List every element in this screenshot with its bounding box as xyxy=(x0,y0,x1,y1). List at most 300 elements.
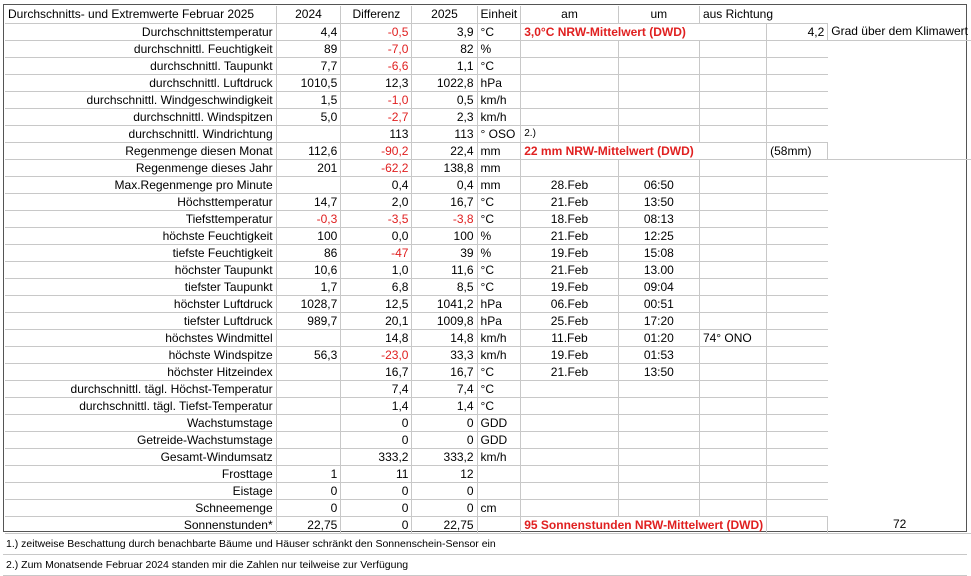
value-richtung: (58mm) xyxy=(767,142,828,159)
value-2025: 0 xyxy=(412,499,477,516)
value-2025: 33,3 xyxy=(412,346,477,363)
value-um: 01:20 xyxy=(618,329,699,346)
empty-cell xyxy=(767,57,828,74)
value-2025: 14,8 xyxy=(412,329,477,346)
value-richtung xyxy=(699,448,766,465)
empty-cell xyxy=(767,346,828,363)
row-label: Frosttage xyxy=(5,465,276,482)
table-row xyxy=(5,261,971,278)
value-unit: mm xyxy=(477,142,521,159)
value-um xyxy=(618,397,699,414)
value-differenz: 7,4 xyxy=(341,380,412,397)
value-2025: 82 xyxy=(412,40,477,57)
value-um: 06:50 xyxy=(618,176,699,193)
value-2024: 10,6 xyxy=(276,261,341,278)
value-2025: 100 xyxy=(412,227,477,244)
row-label: Eistage xyxy=(5,482,276,499)
value-2024: 1 xyxy=(276,465,341,482)
row-label: Schneemenge xyxy=(5,499,276,516)
value-unit: °C xyxy=(477,210,521,227)
value-differenz: -6,6 xyxy=(341,57,412,74)
empty-cell xyxy=(767,91,828,108)
col-header-um: um xyxy=(618,6,699,23)
row-label: tiefster Luftdruck xyxy=(5,312,276,329)
value-um: 13:50 xyxy=(618,363,699,380)
value-unit: km/h xyxy=(477,91,521,108)
value-2025: -3,8 xyxy=(412,210,477,227)
empty-cell xyxy=(767,431,828,448)
weather-stats-table xyxy=(5,6,971,534)
row-label: tiefste Feuchtigkeit xyxy=(5,244,276,261)
value-differenz: 16,7 xyxy=(341,363,412,380)
nrw-reference-note: 3,0°C NRW-Mittelwert (DWD) xyxy=(521,23,767,40)
table-row xyxy=(5,431,971,448)
value-am xyxy=(521,91,618,108)
row-label: durchschnittl. tägl. Höchst-Temperatur xyxy=(5,380,276,397)
value-unit: km/h xyxy=(477,108,521,125)
value-am xyxy=(521,40,618,57)
value-richtung xyxy=(699,193,766,210)
table-row xyxy=(5,57,971,74)
value-richtung xyxy=(699,227,766,244)
value-richtung xyxy=(699,363,766,380)
value-richtung xyxy=(699,346,766,363)
value-unit: mm xyxy=(477,176,521,193)
value-2025: 3,9 xyxy=(412,23,477,40)
value-2025: 113 xyxy=(412,125,477,142)
value-2025: 138,8 xyxy=(412,159,477,176)
value-2025: 1,1 xyxy=(412,57,477,74)
value-differenz: -0,5 xyxy=(341,23,412,40)
value-unit: °C xyxy=(477,57,521,74)
value-2025: 22,4 xyxy=(412,142,477,159)
value-um: 01:53 xyxy=(618,346,699,363)
value-2025: 1,4 xyxy=(412,397,477,414)
empty-cell xyxy=(767,261,828,278)
col-header-richtung: aus Richtung xyxy=(699,6,827,23)
row-label: höchster Hitzeindex xyxy=(5,363,276,380)
value-richtung xyxy=(699,57,766,74)
value-um xyxy=(618,414,699,431)
value-am: 19.Feb xyxy=(521,346,618,363)
value-2024: 1010,5 xyxy=(276,74,341,91)
row-label: Wachstumstage xyxy=(5,414,276,431)
header-row xyxy=(5,6,971,23)
value-unit: cm xyxy=(477,499,521,516)
value-2024 xyxy=(276,397,341,414)
value-am: 19.Feb xyxy=(521,278,618,295)
value-unit xyxy=(477,465,521,482)
empty-cell xyxy=(767,108,828,125)
value-richtung xyxy=(699,380,766,397)
value-2025: 0,4 xyxy=(412,176,477,193)
value-2024: 100 xyxy=(276,227,341,244)
value-2025: 16,7 xyxy=(412,363,477,380)
value-differenz: 2,0 xyxy=(341,193,412,210)
empty-cell xyxy=(767,329,828,346)
value-differenz: 1,0 xyxy=(341,261,412,278)
empty-cell xyxy=(767,159,828,176)
value-2024: 1,7 xyxy=(276,278,341,295)
footnote-2: 2.) Zum Monatsende Februar 2024 standen mir die Zahlen nur teilweise zur Verfügung xyxy=(3,555,967,576)
value-unit: °C xyxy=(477,261,521,278)
table-row xyxy=(5,499,971,516)
table-row xyxy=(5,363,971,380)
value-richtung xyxy=(699,261,766,278)
value-2025: 0 xyxy=(412,414,477,431)
value-2025: 22,75 xyxy=(412,516,477,533)
empty-cell xyxy=(767,516,828,533)
value-um: 00:51 xyxy=(618,295,699,312)
value-unit: km/h xyxy=(477,448,521,465)
value-unit: °C xyxy=(477,23,521,40)
col-header-2024: 2024 xyxy=(276,6,341,23)
empty-cell xyxy=(767,244,828,261)
row-label: höchster Taupunkt xyxy=(5,261,276,278)
value-2024: 989,7 xyxy=(276,312,341,329)
value-differenz: 12,3 xyxy=(341,74,412,91)
value-differenz: -90,2 xyxy=(341,142,412,159)
empty-cell xyxy=(767,414,828,431)
table-row xyxy=(5,74,971,91)
value-unit: mm xyxy=(477,159,521,176)
row-label: Tiefsttemperatur xyxy=(5,210,276,227)
value-2024: 112,6 xyxy=(276,142,341,159)
row-label: durchschnittl. Feuchtigkeit xyxy=(5,40,276,57)
row-label: Durchschnittstemperatur xyxy=(5,23,276,40)
value-um xyxy=(618,380,699,397)
value-differenz: 0 xyxy=(341,414,412,431)
value-2025: 1022,8 xyxy=(412,74,477,91)
value-um: 12:25 xyxy=(618,227,699,244)
value-2025: 11,6 xyxy=(412,261,477,278)
value-2024: 201 xyxy=(276,159,341,176)
value-unit: °C xyxy=(477,380,521,397)
value-am: 19.Feb xyxy=(521,244,618,261)
empty-cell xyxy=(767,210,828,227)
empty-cell xyxy=(767,312,828,329)
value-2024 xyxy=(276,329,341,346)
table-row xyxy=(5,312,971,329)
value-differenz: 20,1 xyxy=(341,312,412,329)
table-row xyxy=(5,346,971,363)
col-header-einheit: Einheit xyxy=(477,6,521,23)
value-differenz: -1,0 xyxy=(341,91,412,108)
empty-cell xyxy=(767,193,828,210)
value-differenz: 333,2 xyxy=(341,448,412,465)
value-unit: °C xyxy=(477,363,521,380)
value-2024: 56,3 xyxy=(276,346,341,363)
value-unit: hPa xyxy=(477,312,521,329)
value-um: 13:50 xyxy=(618,193,699,210)
table-row xyxy=(5,108,971,125)
value-am xyxy=(521,380,618,397)
value-differenz: 113 xyxy=(341,125,412,142)
empty-cell xyxy=(767,227,828,244)
value-am: 21.Feb xyxy=(521,193,618,210)
row-label: Regenmenge diesen Monat xyxy=(5,142,276,159)
value-um xyxy=(618,431,699,448)
table-row xyxy=(5,414,971,431)
value-2025: 2,3 xyxy=(412,108,477,125)
value-richtung xyxy=(699,414,766,431)
value-unit: hPa xyxy=(477,74,521,91)
value-differenz: 0 xyxy=(341,431,412,448)
value-um: 08:13 xyxy=(618,210,699,227)
empty-cell xyxy=(767,482,828,499)
table-row xyxy=(5,295,971,312)
value-am xyxy=(521,499,618,516)
value-um xyxy=(618,74,699,91)
value-richtung xyxy=(699,295,766,312)
value-richtung xyxy=(699,176,766,193)
value-2024 xyxy=(276,414,341,431)
value-um xyxy=(618,448,699,465)
value-am xyxy=(521,448,618,465)
value-2024 xyxy=(276,448,341,465)
row-label: Höchsttemperatur xyxy=(5,193,276,210)
value-am: 06.Feb xyxy=(521,295,618,312)
table-row xyxy=(5,91,971,108)
table-row xyxy=(5,329,971,346)
row-label: Sonnenstunden* xyxy=(5,516,276,533)
table-row xyxy=(5,142,971,159)
value-richtung xyxy=(699,40,766,57)
table-row xyxy=(5,125,971,142)
row-label: tiefster Taupunkt xyxy=(5,278,276,295)
value-2025: 16,7 xyxy=(412,193,477,210)
empty-cell xyxy=(767,499,828,516)
empty-cell xyxy=(767,125,828,142)
value-um xyxy=(618,40,699,57)
value-um xyxy=(618,57,699,74)
value-differenz: -62,2 xyxy=(341,159,412,176)
nrw-reference-note: 95 Sonnenstunden NRW-Mittelwert (DWD) xyxy=(521,516,767,533)
row-label: durchschnittl. Luftdruck xyxy=(5,74,276,91)
value-2024: 7,7 xyxy=(276,57,341,74)
value-differenz: 0 xyxy=(341,499,412,516)
table-row xyxy=(5,380,971,397)
value-unit: °C xyxy=(477,397,521,414)
col-header-am: am xyxy=(521,6,618,23)
value-2025: 39 xyxy=(412,244,477,261)
value-um xyxy=(618,108,699,125)
table-row xyxy=(5,210,971,227)
table-row xyxy=(5,448,971,465)
value-2024 xyxy=(276,176,341,193)
table-row xyxy=(5,227,971,244)
value-differenz: 0,4 xyxy=(341,176,412,193)
row-label: höchste Windspitze xyxy=(5,346,276,363)
value-2024: 4,4 xyxy=(276,23,341,40)
value-am xyxy=(521,159,618,176)
value-um xyxy=(618,125,699,142)
value-um: 15:08 xyxy=(618,244,699,261)
value-richtung xyxy=(699,74,766,91)
value-unit: km/h xyxy=(477,329,521,346)
value-richtung: 74° ONO xyxy=(699,329,766,346)
empty-cell xyxy=(767,40,828,57)
value-am xyxy=(521,414,618,431)
value-am xyxy=(521,465,618,482)
table-row xyxy=(5,193,971,210)
value-2025: 0 xyxy=(412,431,477,448)
col-header-differenz: Differenz xyxy=(341,6,412,23)
value-2025: 1009,8 xyxy=(412,312,477,329)
table-row xyxy=(5,23,971,40)
value-am: 11.Feb xyxy=(521,329,618,346)
value-um: 09:04 xyxy=(618,278,699,295)
footnotes xyxy=(3,534,967,576)
row-label: höchste Feuchtigkeit xyxy=(5,227,276,244)
value-am xyxy=(521,108,618,125)
value-am xyxy=(521,482,618,499)
klima-difference-text: Grad über dem Klimawert xyxy=(828,23,971,40)
empty-cell xyxy=(767,176,828,193)
table-row xyxy=(5,516,971,533)
value-2025: 0 xyxy=(412,482,477,499)
value-richtung xyxy=(699,244,766,261)
value-differenz: -47 xyxy=(341,244,412,261)
value-unit: GDD xyxy=(477,414,521,431)
value-2024: 0 xyxy=(276,499,341,516)
value-2024 xyxy=(276,380,341,397)
value-differenz: 1,4 xyxy=(341,397,412,414)
empty-cell xyxy=(767,380,828,397)
value-2024 xyxy=(276,431,341,448)
value-richtung xyxy=(699,482,766,499)
value-2024: 1,5 xyxy=(276,91,341,108)
table-row xyxy=(5,40,971,57)
value-am xyxy=(521,57,618,74)
value-unit: % xyxy=(477,227,521,244)
value-richtung xyxy=(699,210,766,227)
value-differenz: 12,5 xyxy=(341,295,412,312)
value-2024 xyxy=(276,363,341,380)
value-2025: 0,5 xyxy=(412,91,477,108)
value-richtung xyxy=(699,499,766,516)
klima-difference-value: 4,2 xyxy=(767,23,828,40)
nrw-reference-value: 72 xyxy=(828,516,971,533)
value-differenz: -23,0 xyxy=(341,346,412,363)
value-unit: % xyxy=(477,244,521,261)
value-2024: 86 xyxy=(276,244,341,261)
value-2024: 5,0 xyxy=(276,108,341,125)
table-row xyxy=(5,176,971,193)
col-header-2025: 2025 xyxy=(412,6,477,23)
value-richtung xyxy=(699,465,766,482)
value-2025: 7,4 xyxy=(412,380,477,397)
row-label: durchschnittl. Windrichtung xyxy=(5,125,276,142)
table-row xyxy=(5,397,971,414)
value-am: 18.Feb xyxy=(521,210,618,227)
value-unit: km/h xyxy=(477,346,521,363)
value-am xyxy=(521,74,618,91)
value-am: 25.Feb xyxy=(521,312,618,329)
value-am xyxy=(521,431,618,448)
value-unit: hPa xyxy=(477,295,521,312)
value-unit xyxy=(477,516,521,533)
value-2025: 12 xyxy=(412,465,477,482)
value-differenz: 0 xyxy=(341,482,412,499)
value-richtung xyxy=(699,397,766,414)
value-um xyxy=(618,159,699,176)
table-row xyxy=(5,482,971,499)
value-richtung xyxy=(699,125,766,142)
value-unit: % xyxy=(477,40,521,57)
table-row xyxy=(5,159,971,176)
value-2024: 89 xyxy=(276,40,341,57)
value-differenz: -3,5 xyxy=(341,210,412,227)
value-differenz: -7,0 xyxy=(341,40,412,57)
value-am xyxy=(521,397,618,414)
empty-cell xyxy=(767,397,828,414)
empty-cell xyxy=(767,465,828,482)
row-label: höchster Luftdruck xyxy=(5,295,276,312)
row-label: durchschnittl. Taupunkt xyxy=(5,57,276,74)
row-label: höchstes Windmittel xyxy=(5,329,276,346)
value-2024 xyxy=(276,125,341,142)
value-unit: GDD xyxy=(477,431,521,448)
value-unit xyxy=(477,482,521,499)
value-am: 21.Feb xyxy=(521,261,618,278)
value-2024: 0 xyxy=(276,482,341,499)
table-row xyxy=(5,244,971,261)
row-label: durchschnittl. Windgeschwindigkeit xyxy=(5,91,276,108)
value-2024: 22,75 xyxy=(276,516,341,533)
value-richtung xyxy=(699,91,766,108)
row-label: Regenmenge dieses Jahr xyxy=(5,159,276,176)
value-richtung xyxy=(699,312,766,329)
value-um: 13.00 xyxy=(618,261,699,278)
value-unit: °C xyxy=(477,193,521,210)
value-differenz: 11 xyxy=(341,465,412,482)
value-um xyxy=(618,465,699,482)
value-richtung xyxy=(699,431,766,448)
table-row xyxy=(5,278,971,295)
nrw-reference-note: 22 mm NRW-Mittelwert (DWD) xyxy=(521,142,767,159)
value-richtung xyxy=(699,159,766,176)
empty-cell xyxy=(767,278,828,295)
value-um xyxy=(618,91,699,108)
value-richtung xyxy=(699,278,766,295)
value-um xyxy=(618,482,699,499)
value-differenz: 0 xyxy=(341,516,412,533)
empty-cell xyxy=(767,448,828,465)
table-row xyxy=(5,465,971,482)
value-am: 21.Feb xyxy=(521,363,618,380)
empty-cell xyxy=(828,142,971,159)
row-label: durchschnittl. tägl. Tiefst-Temperatur xyxy=(5,397,276,414)
value-am: 2.) xyxy=(521,125,618,142)
value-2025: 1041,2 xyxy=(412,295,477,312)
value-2024: -0,3 xyxy=(276,210,341,227)
value-2024: 14,7 xyxy=(276,193,341,210)
row-label: Max.Regenmenge pro Minute xyxy=(5,176,276,193)
row-label: Gesamt-Windumsatz xyxy=(5,448,276,465)
value-richtung xyxy=(699,108,766,125)
value-um: 17:20 xyxy=(618,312,699,329)
value-differenz: -2,7 xyxy=(341,108,412,125)
row-label: durchschnittl. Windspitzen xyxy=(5,108,276,125)
value-unit: ° OSO xyxy=(477,125,521,142)
value-2025: 8,5 xyxy=(412,278,477,295)
value-unit: °C xyxy=(477,278,521,295)
table-title: Durchschnitts- und Extremwerte Februar 2025 xyxy=(5,6,276,23)
value-am: 28.Feb xyxy=(521,176,618,193)
value-differenz: 0,0 xyxy=(341,227,412,244)
value-am: 21.Feb xyxy=(521,227,618,244)
